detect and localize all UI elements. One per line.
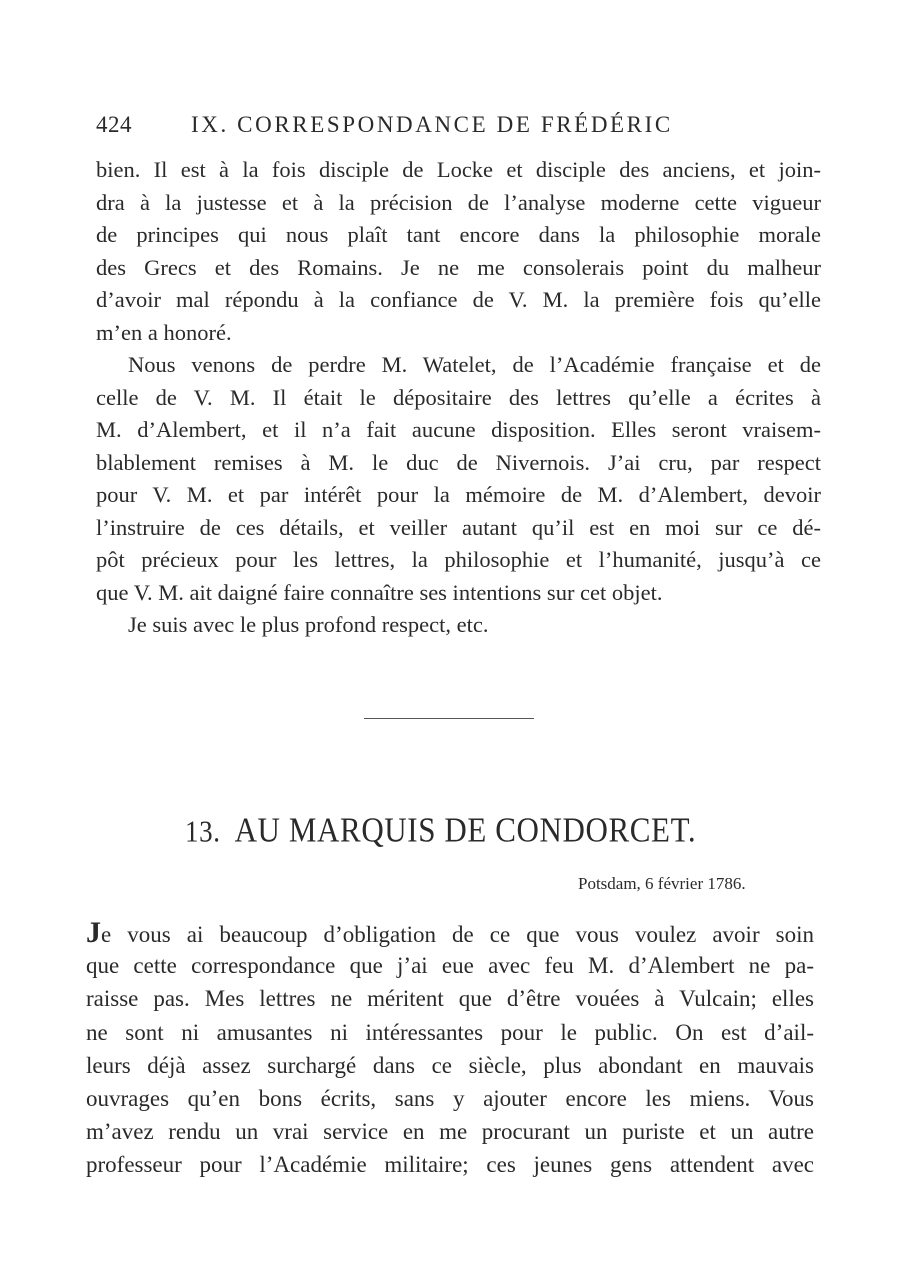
text-line: des Grecs et des Romains. Je ne me consolerais point du malheur	[96, 254, 821, 280]
letter-text	[86, 916, 814, 1182]
letter-number: 13.	[185, 814, 221, 849]
text-line: m’en a honoré.	[96, 319, 232, 345]
text-line: blablement remises à M. le duc de Nivernois. J’ai cru, par respect	[96, 449, 821, 475]
previous-letter-text	[96, 154, 821, 642]
text-line: que cette correspondance que j’ai eue avec feu M. d’Alembert ne pa-	[86, 953, 814, 979]
text-line: leurs déjà assez surchargé dans ce siècle, plus abondant en mauvais	[86, 1052, 814, 1078]
text-line: pôt précieux pour les lettres, la philosophie et l’humanité, jusqu’à ce	[96, 547, 821, 572]
text-line: l’instruire de ces détails, et veiller autant qu’il est en moi sur ce dé-	[96, 514, 821, 540]
text-line: bien. Il est à la fois disciple de Locke et disciple des anciens, et join-	[96, 157, 821, 182]
text-line: ouvrages qu’en bons écrits, sans y ajouter encore les miens. Vous	[86, 1085, 814, 1111]
text-line: pour V. M. et par intérêt pour la mémoire de M. d’Alembert, devoir	[96, 482, 821, 507]
text-line: professeur pour l’Académie militaire; ces jeunes gens attendent avec	[86, 1152, 814, 1178]
closing-line: Je suis avec le plus profond respect, etc.	[128, 612, 489, 637]
running-head-title: IX. CORRESPONDANCE DE FRÉDÉRIC	[191, 112, 673, 137]
first-line-text: e vous ai beaucoup d’obligation de ce que vous voulez avoir soin	[101, 922, 814, 947]
drop-initial: J	[86, 916, 101, 949]
page-number: 424	[96, 112, 132, 137]
section-divider	[364, 718, 534, 719]
text-line: m’avez rendu un vrai service en me procurant un puriste et un autre	[86, 1119, 814, 1145]
text-line: celle de V. M. Il était le dépositaire des lettres qu’elle a écrites à	[96, 384, 821, 410]
letter-dateline: Potsdam, 6 février 1786.	[578, 874, 746, 893]
text-line: ne sont ni amusantes ni intéressantes pour le public. On est d’ail-	[86, 1019, 814, 1045]
text-line: raisse pas. Mes lettres ne méritent que d’être vouées à Vulcain; elles	[86, 986, 814, 1012]
text-line: que V. M. ait daigné faire connaître ses intentions sur cet objet.	[96, 579, 663, 605]
text-line: de principes qui nous plaît tant encore dans la philosophie morale	[96, 222, 821, 247]
text-line-first	[86, 916, 814, 949]
text-line: dra à la justesse et à la précision de l’analyse moderne cette vigueur	[96, 189, 821, 215]
text-line: M. d’Alembert, et il n’a fait aucune disposition. Elles seront vraisem-	[96, 417, 821, 442]
running-head	[96, 112, 816, 146]
text-line: Nous venons de perdre M. Watelet, de l’Académie française et de	[128, 352, 821, 377]
letter-heading	[185, 810, 696, 850]
letter-title: AU MARQUIS DE CONDORCET.	[234, 810, 697, 850]
text-line: d’avoir mal répondu à la confiance de V. M. la première fois qu’elle	[96, 287, 821, 312]
